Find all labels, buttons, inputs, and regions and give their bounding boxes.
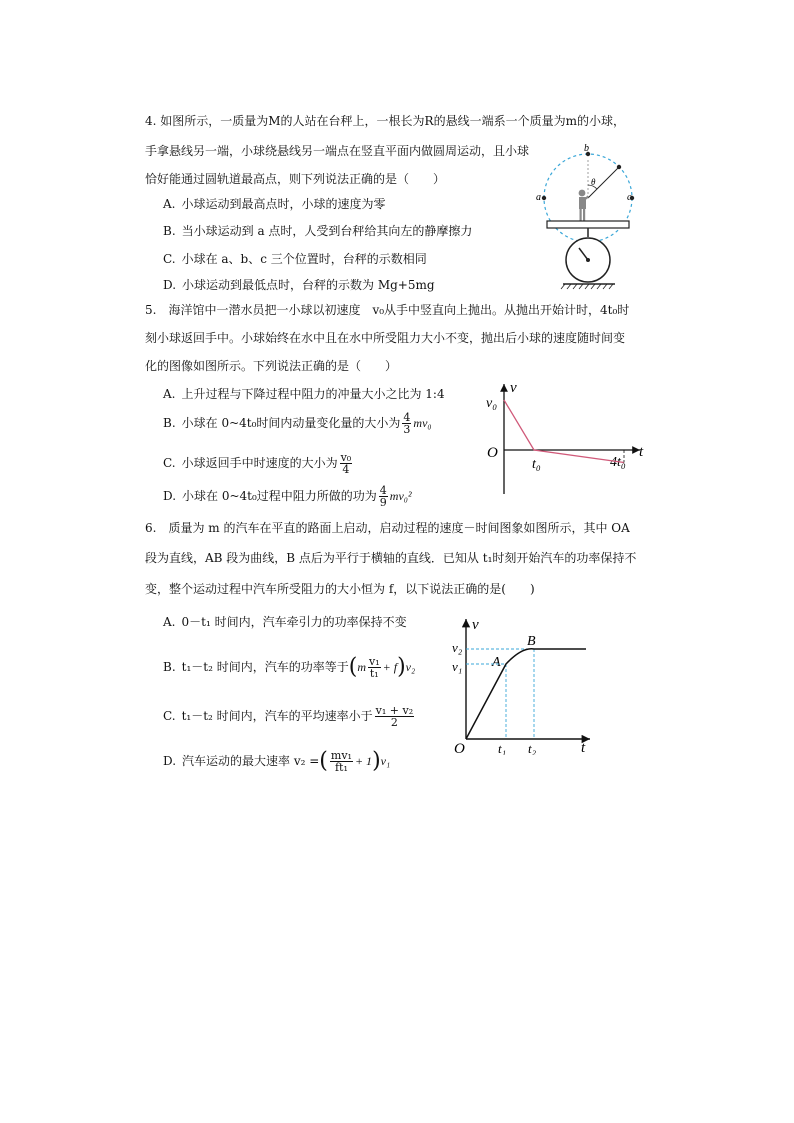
origin-label: O — [487, 445, 498, 461]
ball-a — [542, 196, 546, 200]
option-key: A. — [163, 615, 176, 629]
x-axis-label: t — [581, 740, 586, 755]
numerator: 4 — [379, 484, 387, 497]
numerator: v₀ — [340, 451, 352, 464]
option-key: A. — [163, 197, 176, 211]
q5-option-d[interactable] — [163, 485, 412, 508]
q5-option-b[interactable] — [163, 412, 432, 435]
q4-option-b[interactable] — [163, 223, 472, 239]
q6-stem-line-1: 6. 质量为 m 的汽车在平直的路面上启动，启动过程的速度－时间图象如图所示，其中 OA — [145, 521, 630, 535]
option-text: t₁－t₂ 时间内，汽车的平均速率小于 — [181, 709, 373, 723]
q5-option-c[interactable] — [163, 452, 354, 475]
q4-stem-line-1: 4. 如图所示，一质量为M的人站在台秤上，一根长为R的悬线一端系一个质量为m的小球， — [145, 114, 625, 128]
option-mid: + 1 — [354, 754, 373, 768]
y-tick-v1: v₁ — [452, 659, 463, 674]
denominator: ft₁ — [334, 761, 348, 774]
denominator: t₁ — [369, 667, 379, 680]
option-tail: v₂ — [405, 660, 416, 674]
fraction — [375, 705, 414, 728]
q6-option-c[interactable] — [163, 705, 416, 728]
velocity-series-line — [504, 400, 624, 463]
option-text: 小球在 a、b、c 三个位置时，台秤的示数相同 — [181, 252, 427, 266]
label-a: a — [536, 192, 541, 203]
option-tail: mv₀² — [389, 489, 412, 503]
ground-hatch — [561, 284, 613, 289]
q5-stem-line-2: 刻小球返回手中。小球始终在水中且在水中所受阻力大小不变，抛出后小球的速度随时间变 — [145, 331, 626, 345]
q4-stem-line-3: 恰好能通过圆轨道最高点，则下列说法正确的是（ ） — [145, 172, 446, 186]
q4-option-a[interactable] — [163, 196, 386, 212]
option-text: 小球在 0~4t₀过程中阻力所做的功为 — [182, 489, 377, 503]
denominator: 4 — [342, 463, 350, 476]
point-label-b: B — [527, 634, 536, 649]
q6-option-b[interactable] — [163, 656, 415, 679]
fraction — [402, 412, 411, 435]
numerator: mv₁ — [330, 749, 352, 762]
left-paren: ( — [319, 748, 328, 774]
numerator: 4 — [403, 411, 411, 424]
x-tick-4t0: 4t₀ — [610, 455, 626, 470]
option-text: 上升过程与下降过程中阻力的冲量大小之比为 1:4 — [181, 387, 445, 401]
numerator: v₁ + v₂ — [375, 704, 414, 717]
option-text: 0－t₁ 时间内，汽车牵引力的功率保持不变 — [181, 615, 407, 629]
numerator: v₁ — [369, 655, 380, 668]
option-mid: + f — [382, 660, 398, 674]
option-key: C. — [163, 709, 176, 723]
option-text: 当小球运动到 a 点时，人受到台秤给其向左的静摩擦力 — [181, 224, 473, 238]
x-tick-t2: t₂ — [528, 741, 537, 755]
q4-stem-line-2: 手拿悬线另一端，小球绕悬线另一端点在竖直平面内做圆周运动，且小球 — [145, 144, 530, 158]
q6-option-a[interactable] — [163, 614, 407, 630]
option-tail: v₁ — [380, 754, 391, 768]
fraction — [379, 485, 388, 508]
option-key: D. — [163, 278, 177, 292]
option-key: B. — [163, 660, 176, 674]
option-key: B. — [163, 224, 176, 238]
dial-pivot — [586, 258, 590, 262]
denominator: 2 — [390, 716, 398, 729]
q6-vt-chart — [452, 615, 612, 755]
option-text: 小球运动到最低点时，台秤的示数为 Mg+5mg — [182, 278, 435, 292]
fraction — [340, 452, 353, 475]
option-pre: m — [357, 660, 366, 674]
option-key: C. — [163, 252, 176, 266]
q4-option-d[interactable] — [163, 277, 435, 293]
y-tick-v2: v₂ — [452, 640, 463, 655]
label-b: b — [584, 143, 589, 154]
option-tail: mv₀ — [413, 416, 432, 430]
origin-label: O — [454, 741, 465, 755]
fraction — [330, 750, 353, 773]
q6-option-d[interactable] — [163, 750, 390, 773]
denominator: 9 — [379, 496, 387, 509]
person-icon — [579, 190, 588, 221]
right-paren: ) — [397, 654, 406, 680]
velocity-series-line — [466, 649, 586, 739]
q4-option-c[interactable] — [163, 251, 427, 267]
q4-figure — [535, 140, 640, 300]
y-axis-label: v — [472, 617, 479, 633]
option-key: D. — [163, 489, 177, 503]
option-text: 小球运动到最高点时，小球的速度为零 — [181, 197, 386, 211]
scale-platform — [547, 221, 629, 228]
option-key: D. — [163, 754, 177, 768]
right-paren: ) — [372, 748, 381, 774]
option-key: C. — [163, 456, 176, 470]
label-theta: θ — [591, 177, 596, 187]
fraction — [368, 656, 381, 679]
q6-stem-line-3: 变，整个运动过程中汽车所受阻力的大小恒为 f，以下说法正确的是( ) — [145, 582, 535, 596]
option-text: 汽车运动的最大速率 v₂ = — [182, 754, 320, 768]
left-paren: ( — [348, 654, 358, 680]
q5-stem-line-1: 5. 海洋馆中一潜水员把一小球以初速度 v₀从手中竖直向上抛出。从抛出开始计时，4t₀时 — [145, 303, 630, 317]
q5-option-a[interactable] — [163, 386, 445, 402]
option-text: 小球返回手中时速度的大小为 — [181, 456, 338, 470]
q6-stem-line-2: 段为直线，AB 段为曲线，B 点后为平行于横轴的直线．已知从 t₁时刻开始汽车的功率保持不 — [145, 551, 637, 565]
point-label-a: A — [492, 655, 501, 670]
option-key: B. — [163, 416, 176, 430]
option-text: t₁－t₂ 时间内，汽车的功率等于 — [181, 660, 349, 674]
x-tick-t1: t₁ — [498, 741, 507, 755]
y-axis-label: v — [510, 380, 517, 396]
q5-vt-chart — [482, 378, 652, 498]
x-tick-t0: t₀ — [532, 457, 541, 472]
denominator: 3 — [403, 423, 411, 436]
option-text: 小球在 0~4t₀时间内动量变化量的大小为 — [181, 416, 401, 430]
option-key: A. — [163, 387, 176, 401]
q5-stem-line-3: 化的图像如图所示。下列说法正确的是（ ） — [145, 359, 398, 373]
y-tick-v0: v₀ — [486, 396, 498, 411]
x-axis-label: t — [639, 444, 644, 460]
label-c: c — [627, 192, 632, 203]
